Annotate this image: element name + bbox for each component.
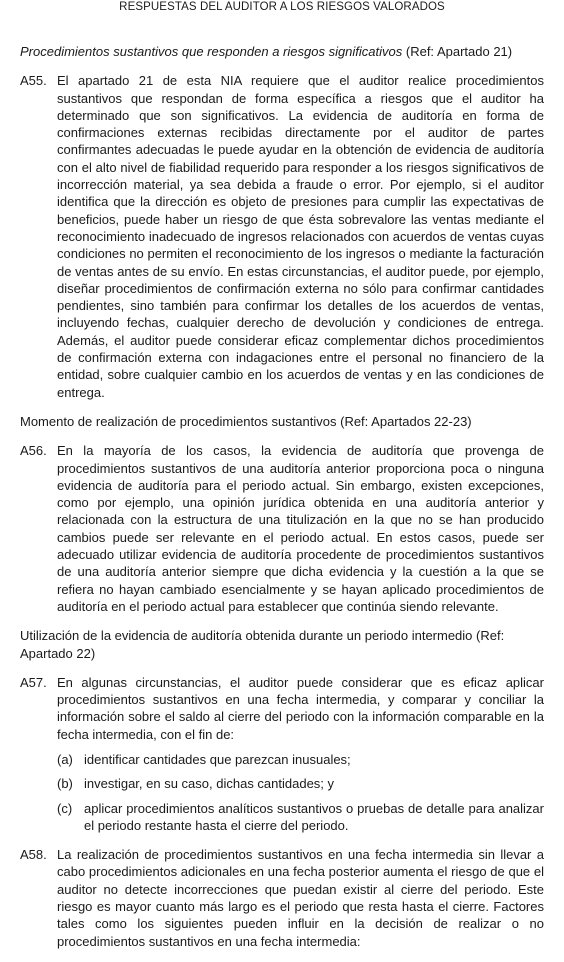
list-item [57,800,544,835]
list-item-text: investigar, en su caso, dichas cantidades; y [84,776,335,792]
paragraph-number: A56. [20,443,47,459]
paragraph-number: A55. [20,73,47,89]
section-heading-reference: (Ref: Apartado 21) [402,44,513,59]
paragraph-text: En la mayoría de los casos, la evidencia de auditoría que provenga de procedimientos sustantivos de una auditoría anterior proporciona poca o ninguna evidencia de auditoría para el periodo actual. Sin embargo, existen excepciones, como por ejemplo, una opinión jurídica obtenida en una auditoría anterior y relacionada con la estructura de una titulización en la que no se han producido cambios puede ser relevante en el periodo actual. En estos casos, puede ser adecuado utilizar evidencia de auditoría procedente de procedimientos sustantivos de una auditoría anterior siempre que dicha evidencia y la cuestión a la que se refiera no hayan cambiado esencialmente y se hayan aplicado procedimientos de auditoría en el periodo actual para establecer que continúa siendo relevante. [57,443,544,614]
section-heading-significant-risks [20,43,544,60]
list-item-text: identificar cantidades que parezcan inusuales; [84,751,351,767]
list-item-label: (a) [57,751,73,767]
list-item [57,751,544,768]
paragraph-a58 [20,846,544,950]
paragraph-text: El apartado 21 de esta NIA requiere que el auditor realice procedimientos sustantivos que respondan de forma específica a riesgos que el auditor ha determinado que son significativos. La evidencia de auditoría en forma de confirmaciones externas recibidas directamente por el auditor de partes confirmantes adecuadas le puede ayudar en la obtención de evidencia de auditoría con el alto nivel de fiabilidad requerido para responder a los riesgos significativos de incorrección material, ya sea debida a fraude o error. Por ejemplo, si el auditor identifica que la dirección es objeto de presiones para cumplir las expectativas de beneficios, puede haber un riesgo de que ésta sobrevalore las ventas mediante el reconocimiento inadecuado de ingresos relacionados con acuerdos de ventas cuyas condiciones no permiten el reconocimiento de los ingresos o mediante la facturación de ventas antes de su envío. En estas circunstancias, el auditor puede, por ejemplo, diseñar procedimientos de confirmación externa no sólo para confirmar cantidades pendientes, sino también para confirmar los detalles de los acuerdos de ventas, incluyendo fechas, cualquier derecho de devolución y condiciones de entrega. Además, el auditor puede considerar eficaz complementar dichos procedimientos de confirmación externa con indagaciones entre el personal no financiero de la entidad, sobre cualquier cambio en los acuerdos de ventas y en las condiciones de entrega. [57,73,544,400]
document-body [20,43,544,962]
list-item [57,775,544,792]
paragraph-a55 [20,72,544,401]
paragraph-number: A58. [20,847,47,863]
section-heading-timing: Momento de realización de procedimientos sustantivos (Ref: Apartados 22-23) [20,413,472,429]
paragraph-a57 [20,674,544,743]
paragraph-text: En algunas circunstancias, el auditor puede considerar que es eficaz aplicar procedimientos sustantivos en una fecha intermedia, y comparar y conciliar la información sobre el saldo al cierre del periodo con la información comparable en la fecha intermedia, con el fin de: [57,674,544,742]
section-heading-text: Procedimientos sustantivos que responden a riesgos significativos [20,44,403,59]
running-header: RESPUESTAS DEL AUDITOR A LOS RIESGOS VALORADOS [119,1,445,13]
paragraph-a56 [20,442,544,615]
list-item-text: aplicar procedimientos analíticos sustantivos o pruebas de detalle para analizar el periodo restante hasta el cierre del periodo. [84,800,544,833]
list-item-label: (c) [57,800,73,816]
section-heading-interim-period: Utilización de la evidencia de auditoría obtenida durante un periodo intermedio (Ref: Apartado 22) [20,628,505,661]
paragraph-text: La realización de procedimientos sustantivos en una fecha intermedia sin llevar a cabo procedimientos adicionales en una fecha posterior aumenta el riesgo de que el auditor no detecte incorrecciones que puedan existir al cierre del periodo. Este riesgo es mayor cuanto más largo es el periodo que resta hasta el cierre. Factores tales como los siguientes pueden influir en la decisión de realizar o no procedimientos sustantivos en una fecha intermedia: [57,847,544,949]
list-item-label: (b) [57,776,73,792]
paragraph-number: A57. [20,674,47,690]
paragraph-a57-list [57,751,544,834]
